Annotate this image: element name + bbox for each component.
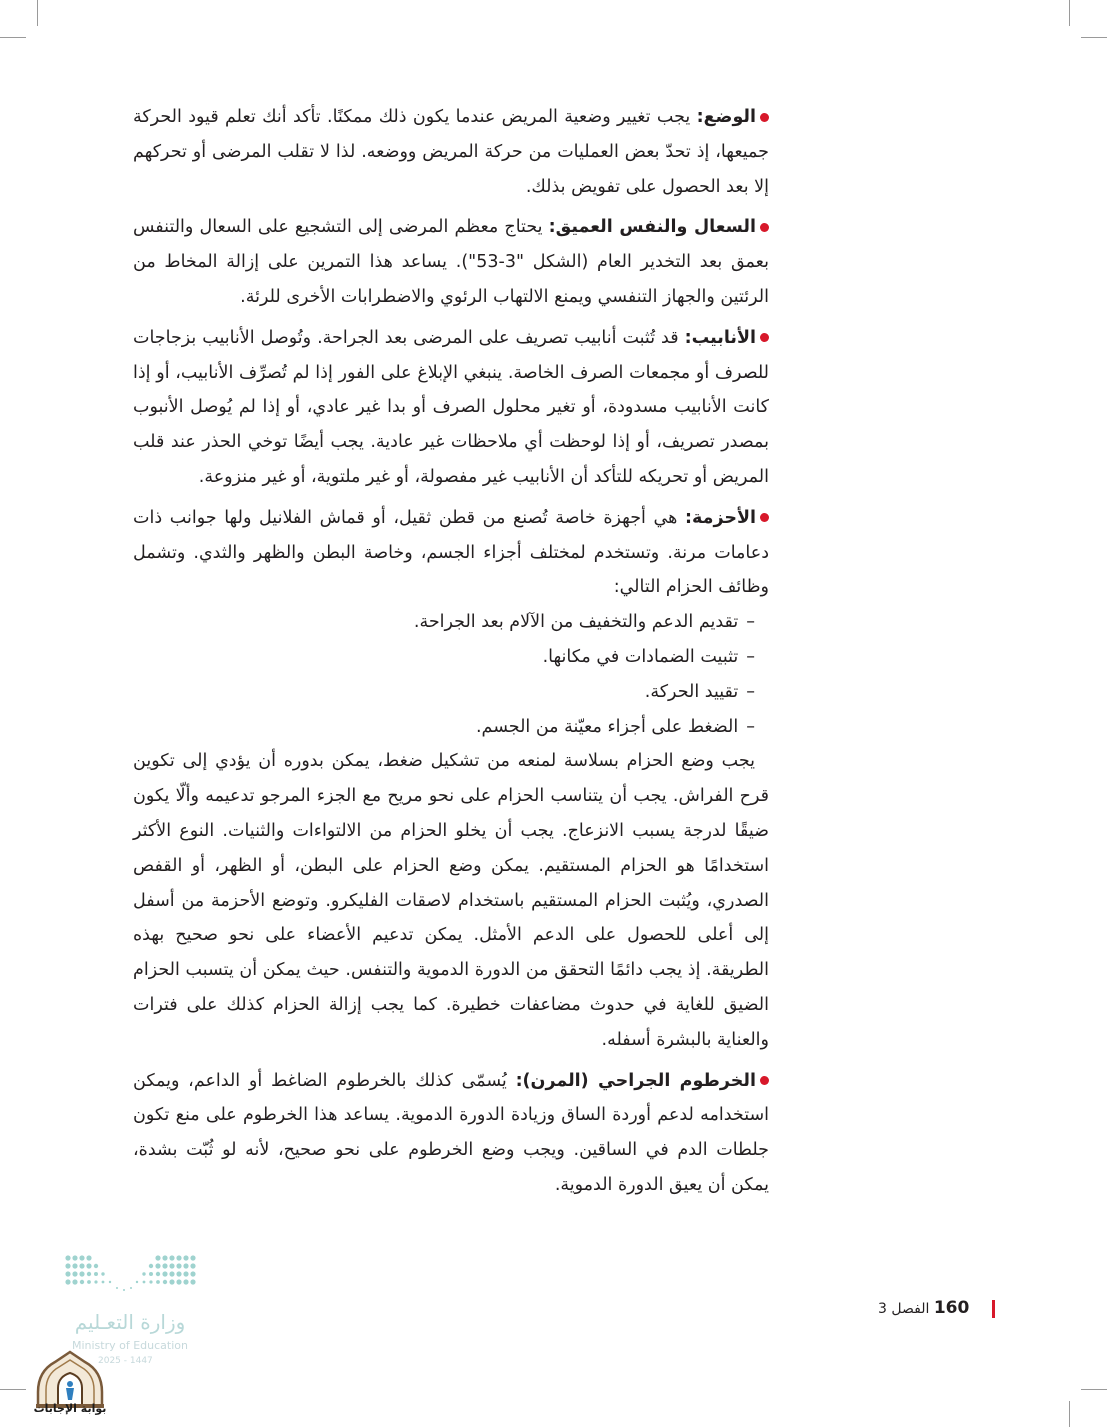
paragraph-cough	[133, 210, 769, 314]
term-label: الوضع:	[696, 107, 756, 127]
ministry-year: 2025 - 1447	[98, 1356, 153, 1366]
ministry-name-english: Ministry of Education	[71, 1339, 188, 1352]
term-label: السعال والنفس العميق:	[548, 217, 756, 238]
paragraph-text: يجب تغيير وضعية المريض عندما يكون ذلك ممكنًا. تأكد أنك تعلم قيود الحركة جميعها، إذ تحدّ بعض العمليات من حركة المريض ووضعه. لذا لا تقلب المرضى أو تحركهم إلا بعد الحصول على تفويض بذلك.	[133, 107, 769, 197]
paragraph-binders	[133, 501, 769, 605]
crop-mark	[0, 1389, 26, 1390]
chapter-label: الفصل 3	[878, 1301, 930, 1317]
bullet-icon	[760, 513, 769, 522]
crop-mark	[1069, 0, 1070, 26]
footer-divider	[992, 1300, 995, 1318]
list-item: –تقديم الدعم والتخفيف من الآلام بعد الجراحة.	[413, 612, 755, 633]
paragraph-tubes	[133, 321, 769, 495]
paragraph-binders-follow: يجب وضع الحزام بسلاسة لمنعه من تشكيل ضغط، يمكن بدوره أن يؤدي إلى تكوين قرح الفراش. يجب أن يتناسب الحزام على نحو مريح مع الجزء المرجو تدعيمه وألّا يكون ضيقًا لدرجة يسبب الانزعاج. يجب أن يخلو الحزام من الالتواءات والثنيات. النوع الأكثر استخدامًا هو الحزام المستقيم. يمكن وضع الحزام على البطن، أو الظهر، أو القفص الصدري، ويُثبت الحزام المستقيم باستخدام لاصقات الفليكرو. وتوضع الأحزمة من أسفل إلى أعلى للحصول على الدعم الأمثل. يمكن تدعيم الأعضاء على نحو صحيح بهذه الطريقة. إذ يجب دائمًا التحقق من الدورة الدموية والتنفس. حيث يمكن أن يتسبب الحزام الضيق للغاية في حدوث مضاعفات خطيرة. كما يجب إزالة الحزام كذلك على فترات والعناية بالبشرة أسفله.	[133, 751, 769, 1050]
bullet-icon	[760, 223, 769, 232]
dash-icon: –	[746, 646, 755, 667]
gate-logo-icon	[30, 1348, 110, 1427]
bullet-icon	[760, 113, 769, 122]
list-item: –تثبيت الضمادات في مكانها.	[542, 646, 755, 667]
paragraph-text: يحتاج معظم المرضى إلى التشجيع على السعال والتنفس بعمق بعد التخدير العام (الشكل "3-53"). يساعد هذا التمرين على إزالة المخاط من الرئتين والجهاز التنفسي ويمنع الالتهاب الرئوي والاضطرابات الأخرى للرئة.	[133, 217, 769, 307]
paragraph-text: قد تُثبت أنابيب تصريف على المرضى بعد الجراحة. وتُوصل الأنابيب بزجاجات للصرف أو مجمعات الصرف الخاصة. ينبغي الإبلاغ على الفور إذا لم تُصرِّف الأنابيب، أو إذا كانت الأنابيب مسدودة، أو تغير محلول الصرف أو بدا غير عادي، أو إذا لم يُوصل الأنبوب بمصدر تصريف، أو إذا لوحظت أي ملاحظات غير عادية. يجب أيضًا توخي الحذر عند قلب المريض أو تحريكه للتأكد أن الأنابيب غير مفصولة، أو غير ملتوية، أو غير منزوعة.	[133, 327, 769, 487]
crop-mark	[1069, 1401, 1070, 1427]
crop-mark	[37, 0, 38, 26]
dash-icon: –	[746, 681, 755, 702]
dash-icon: –	[746, 612, 755, 633]
page-footer	[878, 1298, 969, 1318]
paragraph-hose	[133, 1064, 769, 1203]
dash-icon: –	[746, 716, 755, 737]
crop-mark	[0, 37, 26, 38]
list-item: –تقييد الحركة.	[644, 681, 755, 702]
bullet-icon	[760, 333, 769, 342]
paragraph-text: هي أجهزة خاصة تُصنع من قطن ثقيل، أو قماش الفلانيل ولها جوانب ذات دعامات مرنة. وتستخدم لمختلف أجزاء الجسم، وخاصة البطن والظهر والثدي. وتشمل وظائف الحزام التالي:	[133, 507, 769, 598]
gate-label: بوابة الإجابات	[33, 1402, 107, 1415]
paragraph-text: يُسمّى كذلك بالخرطوم الضاغط أو الداعم، ويمكن استخدامه لدعم أوردة الساق وزيادة الدورة الدموية. يساعد هذا الخرطوم على منع تكون جلطات الدم في الساقين. ويجب وضع الخرطوم على نحو صحيح، لأنه لو ثُبّت بشدة، يمكن أن يعيق الدورة الدموية.	[133, 1070, 769, 1195]
bullet-icon	[760, 1076, 769, 1085]
page-body	[133, 100, 769, 1209]
term-label: الأحزمة:	[685, 507, 756, 528]
term-label: الخرطوم الجراحي (المرن):	[515, 1070, 756, 1091]
list-item: –الضغط على أجزاء معيّنة من الجسم.	[475, 716, 755, 737]
crop-mark	[1081, 1389, 1107, 1390]
term-label: الأنابيب:	[684, 327, 756, 348]
ministry-name-arabic: وزارة التعـليم	[74, 1310, 186, 1334]
page-number: 160	[933, 1298, 970, 1318]
crop-mark	[1081, 37, 1107, 38]
paragraph-position	[133, 100, 769, 204]
binder-functions-list	[133, 605, 769, 744]
